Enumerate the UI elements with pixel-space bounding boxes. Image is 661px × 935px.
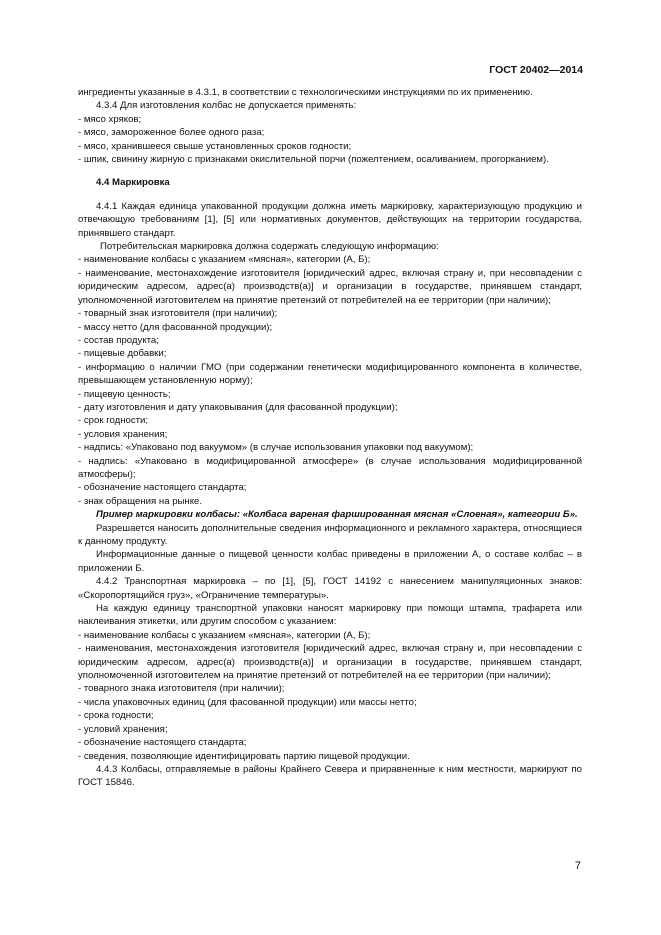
document-body [78,86,582,790]
list-item: - информацию о наличии ГМО (при содержании генетически модифицированного компонента в количестве, превышающем установленную норму); [78,361,582,387]
list-item: - надпись: «Упаковано в модифицированной атмосфере» (в случае использования модифицированной атмосферы); [78,455,582,480]
list-item: - мясо, хранившееся свыше установленных сроков годности; [78,140,352,152]
list-item: - знак обращения на рынке. [78,495,203,507]
paragraph: На каждую единицу транспортной упаковки наносят маркировку при помощи штампа, трафарета или наклеивания этикетки, или другим способом с указанием: [78,603,582,628]
paragraph: Разрешается наносить дополнительные сведения информационного и рекламного характера, относящиеся к данному продукту. [78,522,582,547]
clause-4-4-2: 4.4.2 Транспортная маркировка – по [1], [5], ГОСТ 14192 с нанесением манипуляционных знаков: «Скоропортящийся груз», «Ограничение температуры». [78,576,582,601]
list-item: - условия хранения; [78,428,168,440]
list-item: - наименование колбасы с указанием «мясная», категории (А, Б); [78,629,371,641]
list-item: - наименование, местонахождение изготовителя [юридический адрес, включая страну и, при несовпадении с юридическим адресом, адрес(а) производств(а)] и организации в государстве, принявшем стандарт, уполномоченной изготовителем на принятие претензий от потребителей на ее территории (при наличии); [78,267,582,306]
list-item: - дату изготовления и дату упаковывания (для фасованной продукции); [78,401,398,413]
section-heading-4-4: 4.4 Маркировка [96,177,170,189]
list-item: - наименования, местонахождения изготовителя [юридический адрес, включая страну и, при несовпадении с юридическим адресом, адрес(а) производств(а)] и организации в государстве, принявшем стандарт, уполномоченной изготовителем на принятие претензий от потребителей на ее территории (при наличии); [78,643,582,682]
list-item: - числа упаковочных единиц (для фасованной продукции) или массы нетто; [78,696,417,708]
paragraph: Информационные данные о пищевой ценности колбас приведены в приложении А, о составе колбас – в приложении Б. [78,549,582,574]
list-item: - пищевые добавки; [78,348,167,360]
list-item: - надпись: «Упаковано под вакуумом» (в случае использования упаковки под вакуумом); [78,442,474,454]
list-item: - пищевую ценность; [78,388,171,400]
list-item: - состав продукта; [78,334,159,346]
list-item: - массу нетто (для фасованной продукции); [78,321,273,333]
list-item: - срока годности; [78,710,154,722]
list-item: - наименование колбасы с указанием «мясная», категории (А, Б); [78,254,371,266]
list-item: - шпик, свинину жирную с признаками окислительной порчи (пожелтением, осаливанием, прогорканием). [78,154,549,166]
list-item: - товарного знака изготовителя (при наличии); [78,683,285,695]
marking-example: Пример маркировки колбасы: «Колбаса вареная фаршированная мясная «Слоеная», категории Б». [96,509,578,521]
clause-4-4-3: 4.4.3 Колбасы, отправляемые в районы Крайнего Севера и приравненные к ним местности, маркируют по ГОСТ 15846. [78,763,582,789]
list-item: - сведения, позволяющие идентифицировать партию пищевой продукции. [78,750,410,762]
list-item: - обозначение настоящего стандарта; [78,737,247,749]
clause-4-4-1: 4.4.1 Каждая единица упакованной продукции должна иметь маркировку, характеризующую продукцию и отвечающую требованиям [1], [5] или нормативных документов, действующих на территории государства, принявшего стандарт. [78,200,582,239]
document-code-header: ГОСТ 20402—2014 [489,64,583,76]
list-item: - обозначение настоящего стандарта; [78,482,247,494]
list-item: - мясо хряков; [78,113,142,125]
paragraph: ингредиенты указанные в 4.3.1, в соответствии с технологическими инструкциями по их применению. [78,87,533,98]
page-number: 7 [574,860,581,872]
list-item: - мясо, замороженное более одного раза; [78,127,265,139]
list-item: - условий хранения; [78,723,168,735]
paragraph: Потребительская маркировка должна содержать следующую информацию: [100,241,439,253]
clause-4-3-4: 4.3.4 Для изготовления колбас не допускается применять: [96,100,357,112]
list-item: - товарный знак изготовителя (при наличии); [78,308,278,320]
list-item: - срок годности; [78,415,149,427]
